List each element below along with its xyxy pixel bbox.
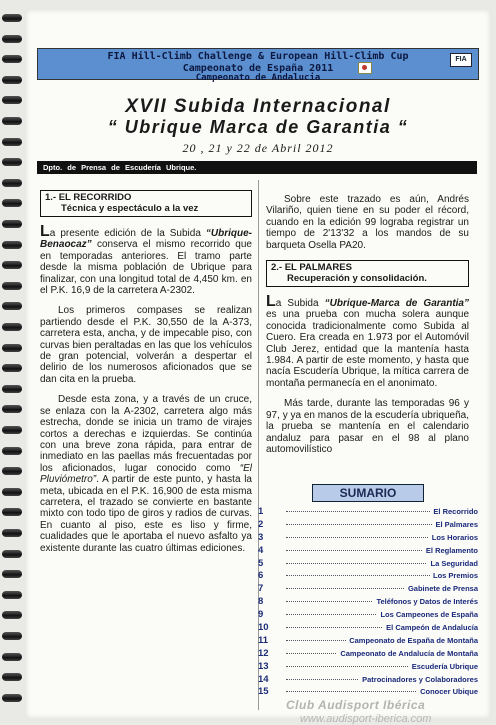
- section-1-paragraph-3: [40, 394, 252, 554]
- summary-item: [252, 558, 484, 571]
- summary-item-number: 1: [258, 506, 264, 517]
- summary-item: [252, 506, 484, 519]
- summary-title: SUMARIO: [312, 484, 424, 502]
- binding-ring: [2, 508, 22, 516]
- emphasis: “Ubrique-Marca de Garantia”: [324, 298, 469, 310]
- text-span: a Subida: [275, 298, 325, 310]
- section-2-title: 2.- EL PALMARES: [271, 262, 352, 274]
- summary-item-label: Escudería Ubrique: [409, 661, 478, 674]
- binding-ring: [2, 488, 22, 496]
- summary-item-number: 12: [258, 647, 269, 659]
- section-1-title: 1.- EL RECORRIDO: [45, 192, 132, 203]
- binding-ring: [2, 76, 22, 84]
- summary-box: [252, 484, 484, 720]
- section-1-paragraph-2: Los primeros compases se realizan partiendo desde el P.K. 30,550 de la A-373, carretera esta, ancha, y de impecable piso, con curvas bien peraltadas en las que los vehículos de gran potencial, volverán a despertar el delirio de los numerosos aficionados que se dan cita en la prueba.: [40, 305, 252, 385]
- summary-item: [252, 583, 484, 596]
- summary-item: [252, 609, 484, 622]
- spain-championship-icon: [358, 62, 372, 74]
- summary-item-label: Gabinete de Prensa: [405, 583, 478, 596]
- summary-item: [252, 570, 484, 583]
- binding-ring: [2, 426, 22, 434]
- summary-item-label: La Seguridad: [427, 558, 478, 571]
- summary-item-label: El Recorrido: [430, 506, 478, 519]
- header-line-1: FIA Hill-Climb Challenge & European Hill-Climb Cup: [107, 51, 409, 62]
- section-1-paragraph-1: [40, 223, 252, 297]
- summary-item: [252, 596, 484, 609]
- summary-item-number: 4: [258, 544, 264, 556]
- section-2-heading: [266, 260, 469, 287]
- summary-item-label: Campeonato de España de Montaña: [346, 635, 478, 648]
- summary-item-number: 13: [258, 660, 269, 672]
- binding-ring: [2, 241, 22, 249]
- binding-ring: [2, 220, 22, 228]
- summary-item: [252, 532, 484, 545]
- summary-item: [252, 622, 484, 635]
- spiral-binding: [0, 0, 28, 720]
- text-span: conserva el mismo recorrido que en temporadas anteriores. El tramo parte desde la misma población de Ubrique para finalizar, con una longitud total de 4,450 km. en el P.K. 16,9 de la carretera A-2302.: [40, 239, 252, 297]
- summary-item-number: 7: [258, 583, 264, 595]
- text-span: es una prueba con mucha solera aunque conocida tradicionalmente como Subida al Cuero. Era creada en 1.973 por el Automóvil Club Jerez, entidad que la mantenía hasta 1.984. A partir de este momento, y hasta que nacía Escudería Ubrique, la mítica carrera de montaña permanecía en el anonimato.: [266, 309, 469, 389]
- summary-item: [252, 635, 484, 648]
- summary-item-label: El Reglamento: [423, 545, 478, 558]
- section-1-heading: [40, 190, 252, 217]
- emphasis: “El Pluviómetro”: [40, 462, 252, 486]
- emphasis: “Ubrique-Benaocaz”: [40, 228, 252, 251]
- binding-ring: [2, 344, 22, 352]
- summary-item-label: Campeonato de Andalucía de Montaña: [337, 648, 478, 661]
- binding-ring: [2, 35, 22, 43]
- binding-ring: [2, 694, 22, 702]
- binding-ring: [2, 199, 22, 207]
- summary-item: [252, 674, 484, 687]
- binding-ring: [2, 282, 22, 290]
- summary-item-label: Patrocinadores y Colaboradores: [359, 674, 478, 687]
- header-line-2: Campeonato de España 2011: [182, 63, 334, 74]
- press-department-bar: Dpto. de Prensa de Escudería Ubrique.: [37, 161, 477, 174]
- watermark-name: Club Audisport Ibérica: [286, 698, 426, 712]
- summary-item: [252, 545, 484, 558]
- section-2-paragraph-1: [266, 293, 469, 389]
- binding-ring: [2, 117, 22, 125]
- binding-ring: [2, 611, 22, 619]
- binding-ring: [2, 570, 22, 578]
- section-2-paragraph-2: Más tarde, durante las temporadas 96 y 97, y ya en manos de la escudería ubriqueña, la prueba se mantenía en el calendario andaluz para pasar en el 98 al plano automovilístico: [266, 398, 469, 455]
- summary-item: [252, 519, 484, 532]
- binding-ring: [2, 591, 22, 599]
- summary-item-number: 15: [258, 686, 269, 698]
- summary-item-number: 8: [258, 596, 264, 608]
- binding-ring: [2, 529, 22, 537]
- summary-item-number: 10: [258, 622, 269, 634]
- text-span: Desde esta zona, y a través de un cruce, se enlaza con la A-2302, carretera algo más estrecha, donde se inicia un tramo de virajes cortos a derechas e izquierdas. Se continúa con una breve zona rápida, para entrar de inmediato en las paellas más frecuentadas por los aficionados, lugar conocido como: [40, 394, 252, 474]
- watermark-url: www.audisport-iberica.com: [300, 713, 432, 725]
- section-1-subtitle: Técnica y espectáculo a la vez: [61, 203, 199, 214]
- summary-item-number: 5: [258, 557, 264, 569]
- summary-item-number: 2: [258, 518, 264, 530]
- dropcap: L: [40, 223, 50, 240]
- binding-ring: [2, 673, 22, 681]
- document-page: [26, 10, 490, 725]
- header-banner: [37, 48, 479, 83]
- section-1-continuation: Sobre este trazado es aún, Andrés Vilariño, quien tiene en su poder el récord, cuando en la edición 99 lograba registrar un tiempo de 2'13'32 a los mandos de su barqueta Osella PA20.: [266, 194, 469, 251]
- binding-ring: [2, 96, 22, 104]
- text-span: . A partir de este punto, y hasta la meta, ubicada en el P.K. 16,900 de esta misma carretera, el trazado se convierte en bastante mixto con todo tipo de giros y radios de curvas. En cuanto al piso, este es liso y firme, cualidades que le aportaba el nuevo asfalto ya existente durante las cuatro últimas ediciones.: [40, 474, 252, 554]
- event-dates: 20 , 21 y 22 de Abril 2012: [182, 141, 334, 155]
- summary-item-label: Teléfonos y Datos de Interés: [373, 596, 478, 609]
- summary-item: [252, 648, 484, 661]
- summary-item-number: 11: [258, 634, 269, 646]
- summary-item-label: Los Premios: [430, 570, 478, 583]
- binding-ring: [2, 632, 22, 640]
- summary-item-number: 9: [258, 609, 264, 621]
- dropcap: L: [266, 293, 276, 311]
- summary-item-label: Los Horarios: [429, 532, 478, 545]
- binding-ring: [2, 653, 22, 661]
- summary-item-number: 6: [258, 570, 264, 582]
- binding-ring: [2, 138, 22, 146]
- summary-item-number: 3: [258, 531, 264, 543]
- summary-item-label: Los Campeones de España: [377, 609, 478, 622]
- binding-ring: [2, 323, 22, 331]
- right-column: [266, 194, 469, 464]
- left-column: [40, 180, 252, 563]
- text-span: a presente edición de la Subida: [49, 228, 206, 239]
- header-line-3: Campeonato de Andalucia: [195, 73, 321, 83]
- summary-item-label: El Palmares: [432, 519, 478, 532]
- summary-item-number: 14: [258, 673, 269, 685]
- binding-ring: [2, 302, 22, 310]
- binding-ring: [2, 364, 22, 372]
- binding-ring: [2, 447, 22, 455]
- section-2-subtitle: Recuperación y consolidación.: [287, 273, 427, 285]
- summary-item-label: El Campeón de Andalucía: [383, 622, 478, 635]
- binding-ring: [2, 467, 22, 475]
- summary-item-label: Conocer Ubique: [417, 686, 478, 699]
- event-title: XVII Subida Internacional: [125, 96, 391, 117]
- binding-ring: [2, 385, 22, 393]
- binding-ring: [2, 55, 22, 63]
- binding-ring: [2, 261, 22, 269]
- fia-logo: FIA: [450, 53, 472, 67]
- binding-ring: [2, 179, 22, 187]
- event-subtitle: “ Ubrique Marca de Garantia “: [107, 117, 409, 137]
- summary-item: [252, 661, 484, 674]
- summary-list: [252, 506, 484, 699]
- binding-ring: [2, 14, 22, 22]
- binding-ring: [2, 550, 22, 558]
- binding-ring: [2, 405, 22, 413]
- binding-ring: [2, 158, 22, 166]
